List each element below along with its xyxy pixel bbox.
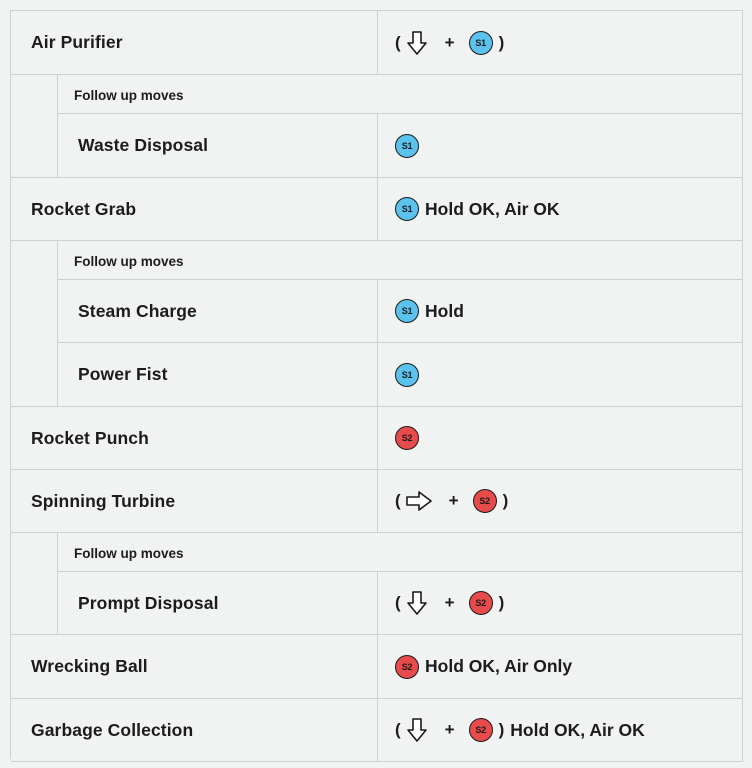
move-row [58,343,743,407]
move-row [11,11,743,75]
follow-up-group [11,75,743,178]
close-paren: ) [502,491,509,510]
move-name: Rocket Grab [11,178,378,240]
follow-up-group [11,533,743,635]
move-input [378,178,743,240]
move-input [378,343,743,406]
forward-arrow-icon [405,489,433,513]
move-name: Rocket Punch [11,407,378,469]
close-paren: ) [498,720,505,739]
move-row [58,572,743,635]
plus-sign: + [448,491,459,510]
move-row [11,635,743,699]
close-paren: ) [498,593,505,612]
move-name: Prompt Disposal [58,572,378,634]
move-name: Waste Disposal [58,114,378,177]
move-note: Hold OK, Air Only [425,656,573,676]
move-input [378,470,743,532]
move-name: Wrecking Ball [11,635,378,698]
move-row [11,699,743,762]
move-input [378,11,743,74]
move-note: Hold OK, Air OK [510,719,645,740]
down-arrow-icon [405,717,429,743]
move-row [11,470,743,533]
follow-up-label: Follow up moves [58,533,743,573]
move-input [378,635,743,698]
down-arrow-icon [405,30,429,56]
down-arrow-icon [405,590,429,616]
plus-sign: + [444,720,455,739]
move-input [378,572,743,634]
indent-spacer [11,75,58,178]
plus-sign: + [444,593,455,612]
s1-button-icon: S1 [469,31,493,55]
s1-button-icon: S1 [395,363,419,387]
move-row [11,407,743,470]
s1-button-icon: S1 [395,299,419,323]
move-row [58,114,743,178]
move-input [378,114,743,177]
move-name: Garbage Collection [11,699,378,761]
move-input [378,699,743,761]
plus-sign: + [444,32,455,52]
move-name: Steam Charge [58,280,378,342]
move-row [11,178,743,241]
follow-up-group [11,241,743,407]
open-paren: ( [395,491,401,510]
move-note: Hold [425,300,464,321]
move-row [58,280,743,343]
move-list-table [10,10,743,759]
follow-up-label: Follow up moves [58,75,743,115]
indent-spacer [11,241,58,407]
open-paren: ( [395,32,401,52]
s2-button-icon: S2 [395,426,419,450]
follow-up-header [58,533,743,572]
open-paren: ( [395,720,401,739]
s2-button-icon: S2 [395,655,419,679]
close-paren: ) [498,32,505,52]
s2-button-icon: S2 [469,591,493,615]
move-name: Spinning Turbine [11,470,378,532]
s2-button-icon: S2 [473,489,497,513]
move-note: Hold OK, Air OK [425,198,560,219]
indent-spacer [11,533,58,635]
move-input [378,407,743,469]
follow-up-header [58,241,743,280]
s1-button-icon: S1 [395,197,419,221]
s1-button-icon: S1 [395,134,419,158]
open-paren: ( [395,593,401,612]
follow-up-header [58,75,743,114]
s2-button-icon: S2 [469,718,493,742]
follow-up-label: Follow up moves [58,241,743,281]
move-input [378,280,743,342]
move-name: Air Purifier [11,11,378,74]
move-name: Power Fist [58,343,378,406]
